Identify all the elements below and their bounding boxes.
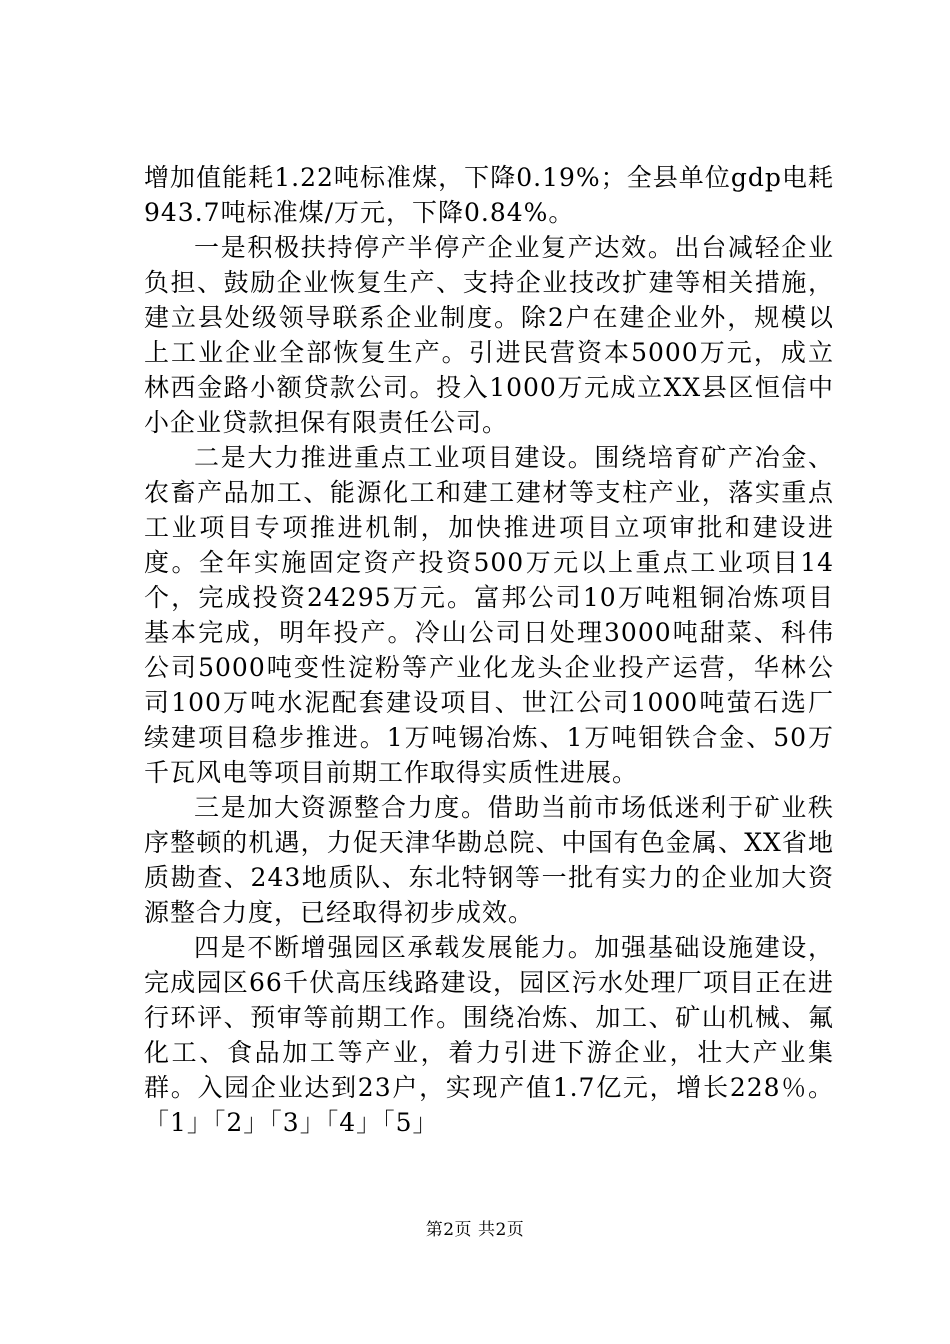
paragraph-enterprise-recovery: 一是积极扶持停产半停产企业复产达效。出台减轻企业负担、鼓励企业恢复生产、支持企业技改扩建等相关措施，建立县处级领导联系企业制度。除2户在建企业外，规模以上工业企业全部恢复生产。引进民营资本5000万元，成立林西金路小额贷款公司。投入1000万元成立XX县区恒信中小企业贷款担保有限责任公司。 xyxy=(144,233,834,437)
paragraph-resource-integration: 三是加大资源整合力度。借助当前市场低迷利于矿业秩序整顿的机遇，力促天津华勘总院、中国有色金属、XX省地质勘查、243地质队、东北特钢等一批有实力的企业加大资源整合力度，已经取得初步成效。 xyxy=(144,793,834,927)
paragraph-key-projects: 二是大力推进重点工业项目建设。围绕培育矿产冶金、农畜产品加工、能源化工和建工建材等支柱产业，落实重点工业项目专项推进机制，加快推进项目立项审批和建设进度。全年实施固定资产投资500万元以上重点工业项目14个，完成投资24295万元。富邦公司10万吨粗铜冶炼项目基本完成，明年投产。冷山公司日处理3000吨甜菜、科伟公司5000吨变性淀粉等产业化龙头企业投产运营，华林公司100万吨水泥配套建设项目、世江公司1000吨萤石选厂续建项目稳步推进。1万吨锡冶炼、1万吨钼铁合金、50万千瓦风电等项目前期工作取得实质性进展。 xyxy=(144,443,834,787)
page-number-footer: 第2页 共2页 xyxy=(425,1220,525,1240)
document-body xyxy=(144,160,834,1140)
paragraph-industrial-park: 四是不断增强园区承载发展能力。加强基础设施建设，完成园区66千伏高压线路建设，园区污水处理厂项目正在进行环评、预审等前期工作。围绕冶炼、加工、矿山机械、氟化工、食品加工等产业，着力引进下游企业，壮大产业集群。入园企业达到23户，实现产值1.7亿元，增长228％。「1」「2」「3」「4」「5」 xyxy=(144,933,834,1137)
paragraph-energy-consumption: 增加值能耗1.22吨标准煤，下降0.19%；全县单位gdp电耗943.7吨标准煤/万元，下降0.84%。 xyxy=(144,163,834,227)
